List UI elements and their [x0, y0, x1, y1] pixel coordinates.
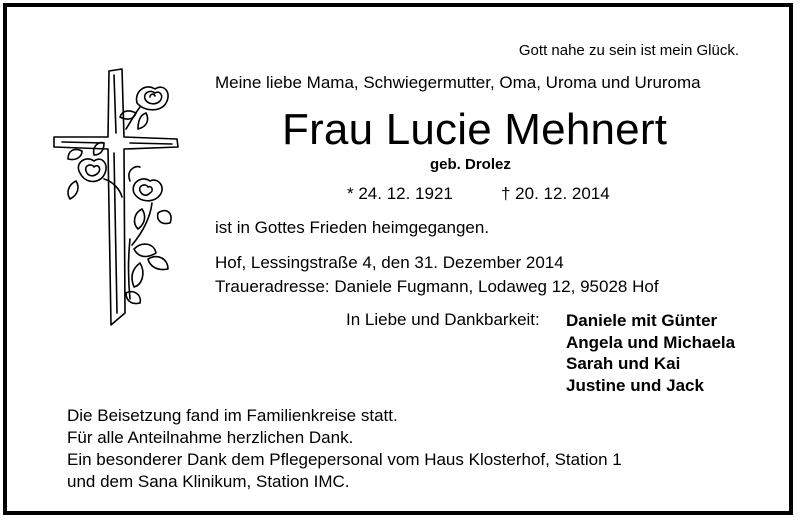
closing-line: und dem Sana Klinikum, Station IMC.	[67, 472, 350, 491]
deceased-name: Frau Lucie Mehnert	[282, 105, 668, 154]
mourners-list	[566, 310, 735, 396]
passed-text: ist in Gottes Frieden heimgegangen.	[215, 218, 490, 237]
motto-quote: Gott nahe zu sein ist mein Glück.	[518, 42, 739, 59]
mourning-address: Traueradresse: Daniele Fugmann, Lodaweg 12, 95028 Hof	[215, 277, 659, 296]
closing-line: Ein besonderer Dank dem Pflegepersonal vom Haus Klosterhof, Station 1	[67, 450, 622, 469]
mourners-label: In Liebe und Dankbarkeit:	[346, 310, 540, 329]
birth-name: geb. Drolez	[430, 156, 511, 173]
relation-line: Meine liebe Mama, Schwiegermutter, Oma, Uroma und Ururoma	[215, 73, 701, 92]
closing-text	[67, 405, 622, 493]
mourner-name: Justine und Jack	[566, 375, 704, 395]
birth-date: * 24. 12. 1921	[347, 184, 453, 203]
closing-line: Für alle Anteilnahme herzlichen Dank.	[67, 428, 354, 447]
closing-line: Die Beisetzung fand im Familienkreise statt.	[67, 406, 398, 425]
place-date: Hof, Lessingstraße 4, den 31. Dezember 2014	[215, 253, 564, 272]
mourner-name: Sarah und Kai	[566, 354, 681, 373]
mourner-name: Daniele mit Günter	[566, 311, 718, 330]
cross-with-roses-icon	[42, 63, 192, 335]
obituary-notice	[3, 3, 793, 515]
mourner-name: Angela und Michaela	[566, 332, 736, 352]
death-date: † 20. 12. 2014	[501, 184, 610, 203]
